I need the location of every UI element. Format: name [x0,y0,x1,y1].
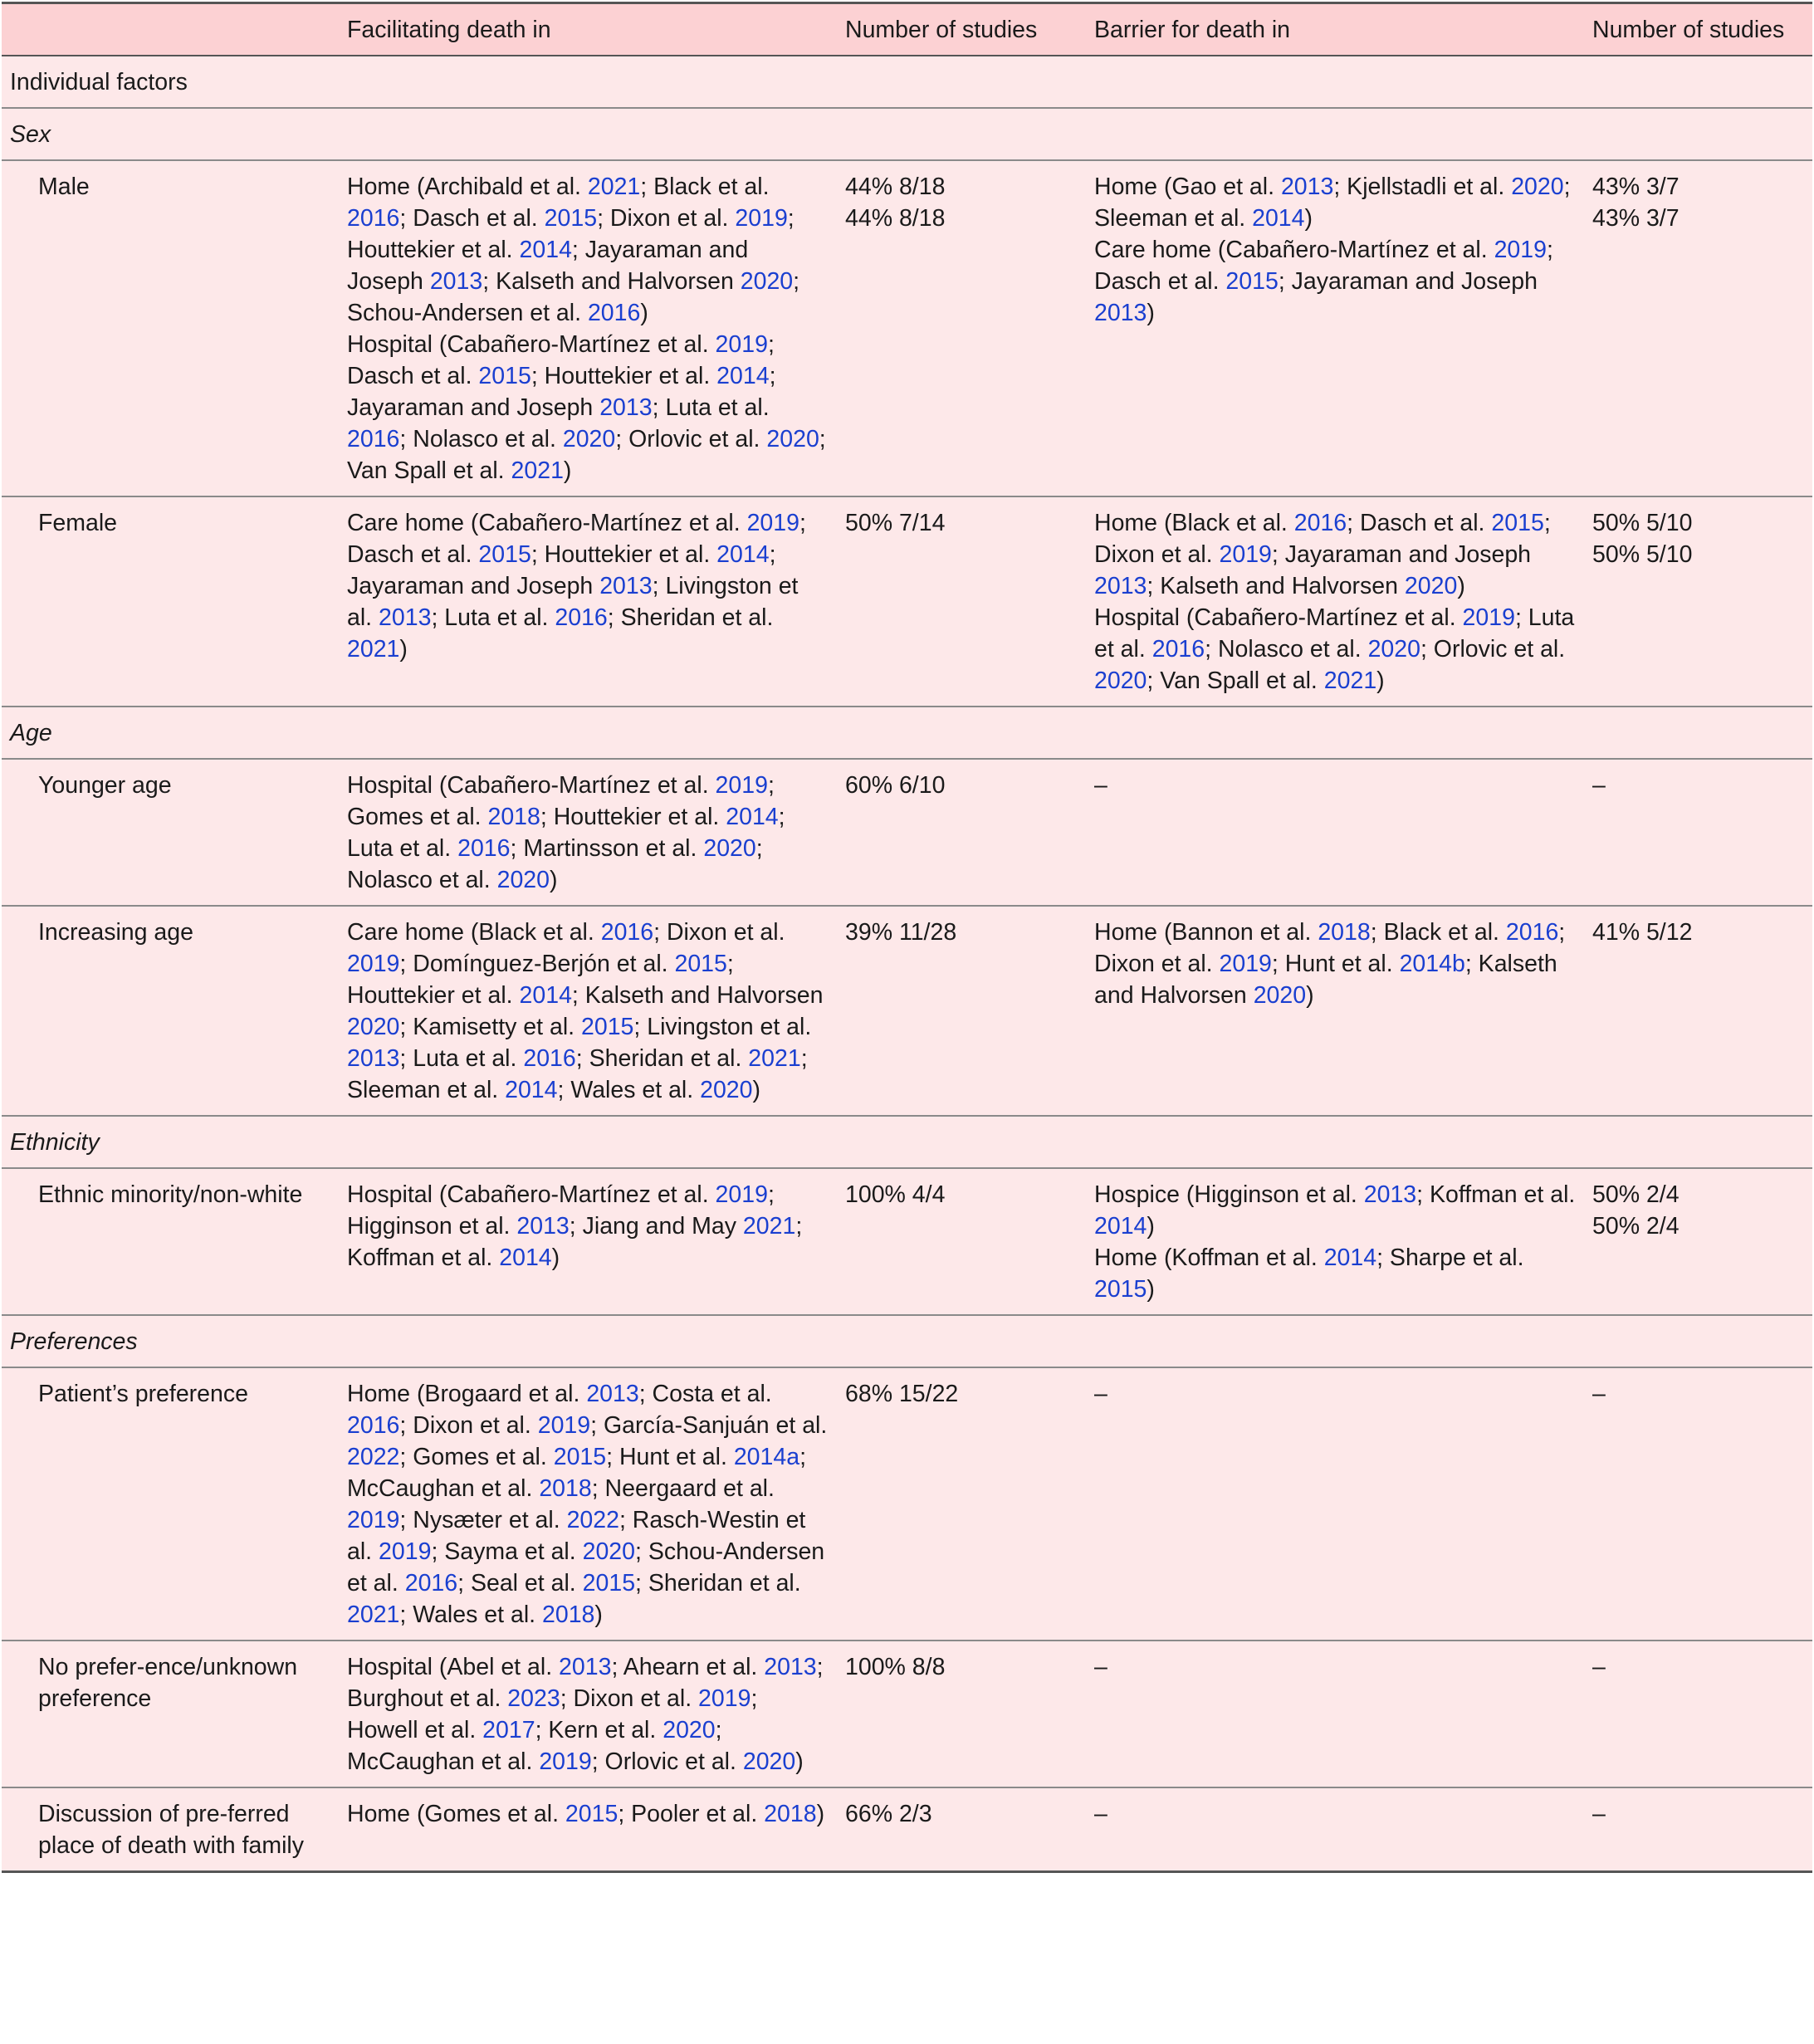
study-count: 43% 3/7 [1592,174,1680,200]
facilitating-cell [339,906,837,1116]
citation-year-link[interactable]: 2015 [544,205,598,232]
table-row [2,1168,1812,1315]
citation-year-link[interactable]: 2014 [499,1244,552,1271]
barrier-cell [1086,496,1584,707]
study-count: 44% 8/18 [845,205,946,232]
citation-year-link[interactable]: 2020 [1367,636,1420,663]
study-count: 39% 11/28 [845,919,957,946]
citation-year-link[interactable]: 2013 [1094,300,1147,326]
citation-year-link[interactable]: 2015 [1491,510,1544,536]
citation-year-link[interactable]: 2016 [347,1412,400,1439]
factor-label: Discussion of pre-ferred place of death with family [2,1787,339,1872]
barrier-cell [1086,1641,1584,1787]
citation-year-link[interactable]: 2014 [726,804,779,830]
reference-entry: – [1094,1654,1107,1680]
citation-year-link[interactable]: 2021 [742,1213,796,1240]
citation-year-link[interactable]: 2019 [347,951,400,977]
citation-year-link[interactable]: 2016 [1293,510,1347,536]
column-header-factor [2,3,339,56]
citation-year-link[interactable]: 2019 [715,772,768,799]
citation-year-link[interactable]: 2015 [674,951,727,977]
study-count: 68% 15/22 [845,1381,959,1407]
facilitating-cell [339,759,837,906]
reference-entry: Home (Black et al. 2016; Dasch et al. 2015; Dixon et al. 2019; Jayaraman and Joseph 2013; Kalseth and Halvorsen 2020) [1094,510,1551,599]
facilitating-count-cell [837,1367,1086,1641]
factor-label: No prefer-ence/unknown preference [2,1641,339,1787]
study-count: 66% 2/3 [845,1801,932,1827]
reference-entry: Home (Koffman et al. 2014; Sharpe et al. 2015) [1094,1244,1524,1303]
reference-entry: Home (Bannon et al. 2018; Black et al. 2016; Dixon et al. 2019; Hunt et al. 2014b; Kalseth and Halvorsen 2020) [1094,919,1566,1009]
citation-year-link[interactable]: 2020 [766,426,819,452]
citation-year-link[interactable]: 2020 [582,1538,636,1565]
citation-year-link[interactable]: 2018 [539,1475,592,1502]
barrier-count-cell [1584,1168,1812,1315]
citation-year-link[interactable]: 2014 [519,982,572,1009]
citation-year-link[interactable]: 2013 [1280,174,1334,200]
citation-year-link[interactable]: 2015 [553,1444,607,1470]
citation-year-link[interactable]: 2020 [1094,667,1147,694]
facilitating-count-cell [837,759,1086,906]
citation-year-link[interactable]: 2014 [1323,1244,1377,1271]
citation-year-link[interactable]: 2020 [347,1014,400,1040]
table-header-row [2,3,1812,56]
citation-year-link[interactable]: 2014 [716,541,770,568]
category-row [2,1116,1812,1168]
factor-label: Female [2,496,339,707]
citation-year-link[interactable]: 2015 [478,363,531,389]
barrier-cell [1086,160,1584,496]
study-count: 100% 8/8 [845,1654,946,1680]
study-count: 50% 2/4 [1592,1181,1680,1208]
citation-year-link[interactable]: 2020 [703,835,756,862]
facilitating-count-cell [837,1641,1086,1787]
citation-year-link[interactable]: 2019 [735,205,788,232]
citation-year-link[interactable]: 2013 [347,1045,400,1072]
facilitating-count-cell [837,1787,1086,1872]
citation-year-link[interactable]: 2015 [565,1801,619,1827]
table-row [2,1367,1812,1641]
barrier-count-cell [1584,1367,1812,1641]
citation-year-link[interactable]: 2022 [347,1444,400,1470]
barrier-count-cell [1584,160,1812,496]
table-body [2,56,1812,1872]
citation-year-link[interactable]: 2014 [505,1077,558,1103]
citation-year-link[interactable]: 2014 [1252,205,1305,232]
citation-year-link[interactable]: 2015 [1094,1276,1147,1303]
facilitating-cell [339,1367,837,1641]
study-count: – [1592,1801,1606,1827]
citation-year-link[interactable]: 2020 [496,867,550,893]
citation-year-link[interactable]: 2020 [1404,573,1458,599]
factor-label: Increasing age [2,906,339,1116]
citation-year-link[interactable]: 2019 [698,1685,751,1712]
study-count: – [1592,772,1606,799]
citation-year-link[interactable]: 2015 [1225,268,1279,295]
facilitating-cell [339,1641,837,1787]
category-heading: Ethnicity [2,1116,1812,1168]
reference-entry: Care home (Cabañero-Martínez et al. 2019; Dasch et al. 2015; Houttekier et al. 2014; Jayaraman and Joseph 2013; Livingston et al. 2013; Luta et al. 2016; Sheridan et al. 2021) [347,510,806,663]
citation-year-link[interactable]: 2020 [740,268,794,295]
citation-year-link[interactable]: 2013 [599,573,653,599]
citation-year-link[interactable]: 2016 [1151,636,1205,663]
barrier-count-cell [1584,759,1812,906]
table-row [2,160,1812,496]
facilitating-cell [339,1787,837,1872]
citation-year-link[interactable]: 2020 [742,1748,796,1775]
citation-year-link[interactable]: 2021 [587,174,641,200]
barrier-count-cell [1584,1641,1812,1787]
barrier-count-cell [1584,496,1812,707]
facilitating-cell [339,160,837,496]
category-row [2,1315,1812,1367]
category-row [2,707,1812,759]
category-heading: Age [2,707,1812,759]
barrier-cell [1086,1787,1584,1872]
study-count: 60% 6/10 [845,772,946,799]
citation-year-link[interactable]: 2014a [733,1444,800,1470]
citation-year-link[interactable]: 2016 [555,604,608,631]
category-heading: Preferences [2,1315,1812,1367]
citation-year-link[interactable]: 2018 [542,1601,595,1628]
citation-year-link[interactable]: 2013 [1094,573,1147,599]
facilitating-count-cell [837,496,1086,707]
citation-year-link[interactable]: 2016 [587,300,641,326]
citation-year-link[interactable]: 2015 [581,1014,634,1040]
category-row [2,108,1812,160]
citation-year-link[interactable]: 2022 [566,1507,619,1533]
factor-label: Patient’s preference [2,1367,339,1641]
table-row [2,906,1812,1116]
facilitating-cell [339,1168,837,1315]
table-row [2,759,1812,906]
reference-entry: Home (Archibald et al. 2021; Black et al. 2016; Dasch et al. 2015; Dixon et al. 2019; Houttekier et al. 2014; Jayaraman and Joseph 2013; Kalseth and Halvorsen 2020; Schou-Andersen et al. 2016) [347,174,800,326]
citation-year-link[interactable]: 2023 [507,1685,560,1712]
reference-entry: Hospice (Higginson et al. 2013; Koffman et al. 2014) [1094,1181,1576,1240]
citation-year-link[interactable]: 2018 [487,804,540,830]
citation-year-link[interactable]: 2020 [1253,982,1307,1009]
evidence-table [2,2,1812,1873]
category-heading: Sex [2,108,1812,160]
study-count: 41% 5/12 [1592,919,1693,946]
study-count: 50% 2/4 [1592,1213,1680,1240]
reference-entry: Hospital (Cabañero-Martínez et al. 2019; Higginson et al. 2013; Jiang and May 2021; Koffman et al. 2014) [347,1181,803,1271]
factor-label: Ethnic minority/non-white [2,1168,339,1315]
section-heading: Individual factors [2,56,1812,108]
citation-year-link[interactable]: 2016 [404,1570,458,1597]
citation-year-link[interactable]: 2019 [1219,541,1272,568]
citation-year-link[interactable]: 2013 [586,1381,639,1407]
citation-year-link[interactable]: 2019 [715,1181,768,1208]
citation-year-link[interactable]: 2016 [347,205,400,232]
citation-year-link[interactable]: 2016 [600,919,654,946]
citation-year-link[interactable]: 2020 [562,426,616,452]
facilitating-count-cell [837,160,1086,496]
column-header-barrier-count: Number of studies [1584,3,1812,56]
citation-year-link[interactable]: 2021 [748,1045,801,1072]
reference-entry: Hospital (Abel et al. 2013; Ahearn et al. 2013; Burghout et al. 2023; Dixon et al. 2019; Howell et al. 2017; Kern et al. 2020; McCaughan et al. 2019; Orlovic et al. 2020) [347,1654,824,1775]
citation-year-link[interactable]: 2016 [1505,919,1559,946]
study-count: 50% 7/14 [845,510,946,536]
citation-year-link[interactable]: 2014 [716,363,770,389]
citation-year-link[interactable]: 2013 [1363,1181,1417,1208]
citation-year-link[interactable]: 2017 [482,1717,535,1743]
citation-year-link[interactable]: 2021 [347,1601,400,1628]
reference-entry: Care home (Black et al. 2016; Dixon et al. 2019; Domínguez-Berjón et al. 2015; Houttekier et al. 2014; Kalseth and Halvorsen 2020; Kamisetty et al. 2015; Livingston et al. 2013; Luta et al. 2016; Sheridan et al. 2021; Sleeman et al. 2014; Wales et al. 2020) [347,919,824,1103]
facilitating-count-cell [837,906,1086,1116]
table-row [2,496,1812,707]
column-header-barrier: Barrier for death in [1086,3,1584,56]
column-header-facilitating: Facilitating death in [339,3,837,56]
citation-year-link[interactable]: 2021 [511,457,564,484]
study-count: – [1592,1381,1606,1407]
barrier-count-cell [1584,906,1812,1116]
barrier-cell [1086,759,1584,906]
citation-year-link[interactable]: 2020 [663,1717,716,1743]
barrier-cell [1086,1367,1584,1641]
section-row [2,56,1812,108]
citation-year-link[interactable]: 2015 [478,541,531,568]
factor-label: Younger age [2,759,339,906]
reference-entry: Home (Brogaard et al. 2013; Costa et al. 2016; Dixon et al. 2019; García-Sanjuán et al. 2022; Gomes et al. 2015; Hunt et al. 2014a; McCaughan et al. 2018; Neergaard et al. 2019; Nysæter et al. 2022; Rasch-Westin et al. 2019; Sayma et al. 2020; Schou-Andersen et al. 2016; Seal et al. 2015; Sheridan et al. 2021; Wales et al. 2018) [347,1381,828,1628]
citation-year-link[interactable]: 2021 [347,636,400,663]
citation-year-link[interactable]: 2019 [347,1507,400,1533]
facilitating-cell [339,496,837,707]
factor-label: Male [2,160,339,496]
citation-year-link[interactable]: 2013 [764,1654,817,1680]
citation-year-link[interactable]: 2014b [1399,951,1465,977]
reference-entry: Home (Gao et al. 2013; Kjellstadli et al. 2020; Sleeman et al. 2014) [1094,174,1571,232]
facilitating-count-cell [837,1168,1086,1315]
citation-year-link[interactable]: 2013 [379,604,432,631]
citation-year-link[interactable]: 2019 [1494,237,1547,263]
citation-year-link[interactable]: 2013 [516,1213,570,1240]
citation-year-link[interactable]: 2019 [715,331,768,358]
barrier-count-cell [1584,1787,1812,1872]
citation-year-link[interactable]: 2019 [1462,604,1515,631]
reference-entry: – [1094,772,1107,799]
barrier-cell [1086,906,1584,1116]
citation-year-link[interactable]: 2015 [582,1570,636,1597]
citation-year-link[interactable]: 2019 [379,1538,432,1565]
reference-entry: Care home (Cabañero-Martínez et al. 2019; Dasch et al. 2015; Jayaraman and Joseph 2013) [1094,237,1553,326]
citation-year-link[interactable]: 2021 [1323,667,1377,694]
citation-year-link[interactable]: 2019 [1219,951,1272,977]
reference-entry: Hospital (Cabañero-Martínez et al. 2019; Luta et al. 2016; Nolasco et al. 2020; Orlovic et al. 2020; Van Spall et al. 2021) [1094,604,1575,694]
study-count: 43% 3/7 [1592,205,1680,232]
citation-year-link[interactable]: 2020 [1511,174,1564,200]
citation-year-link[interactable]: 2020 [700,1077,753,1103]
table-row [2,1787,1812,1872]
reference-entry: Hospital (Cabañero-Martínez et al. 2019; Gomes et al. 2018; Houttekier et al. 2014; Luta et al. 2016; Martinsson et al. 2020; Nolasco et al. 2020) [347,772,785,893]
citation-year-link[interactable]: 2019 [746,510,799,536]
study-count: 44% 8/18 [845,174,946,200]
study-count: – [1592,1654,1606,1680]
reference-entry: Hospital (Cabañero-Martínez et al. 2019; Dasch et al. 2015; Houttekier et al. 2014; Jayaraman and Joseph 2013; Luta et al. 2016; Nolasco et al. 2020; Orlovic et al. 2020; Van Spall et al. 2021) [347,331,826,484]
citation-year-link[interactable]: 2018 [1318,919,1371,946]
reference-entry: – [1094,1381,1107,1407]
reference-entry: – [1094,1801,1107,1827]
citation-year-link[interactable]: 2016 [523,1045,576,1072]
citation-year-link[interactable]: 2014 [1094,1213,1147,1240]
citation-year-link[interactable]: 2019 [537,1412,591,1439]
citation-year-link[interactable]: 2016 [457,835,511,862]
citation-year-link[interactable]: 2014 [519,237,572,263]
citation-year-link[interactable]: 2018 [764,1801,817,1827]
barrier-cell [1086,1168,1584,1315]
column-header-facilitating-count: Number of studies [837,3,1086,56]
study-count: 100% 4/4 [845,1181,946,1208]
citation-year-link[interactable]: 2013 [429,268,483,295]
citation-year-link[interactable]: 2019 [539,1748,592,1775]
citation-year-link[interactable]: 2013 [599,394,653,421]
study-count: 50% 5/10 [1592,541,1693,568]
citation-year-link[interactable]: 2016 [347,426,400,452]
citation-year-link[interactable]: 2013 [559,1654,612,1680]
study-count: 50% 5/10 [1592,510,1693,536]
table-row [2,1641,1812,1787]
reference-entry: Home (Gomes et al. 2015; Pooler et al. 2018) [347,1801,825,1827]
